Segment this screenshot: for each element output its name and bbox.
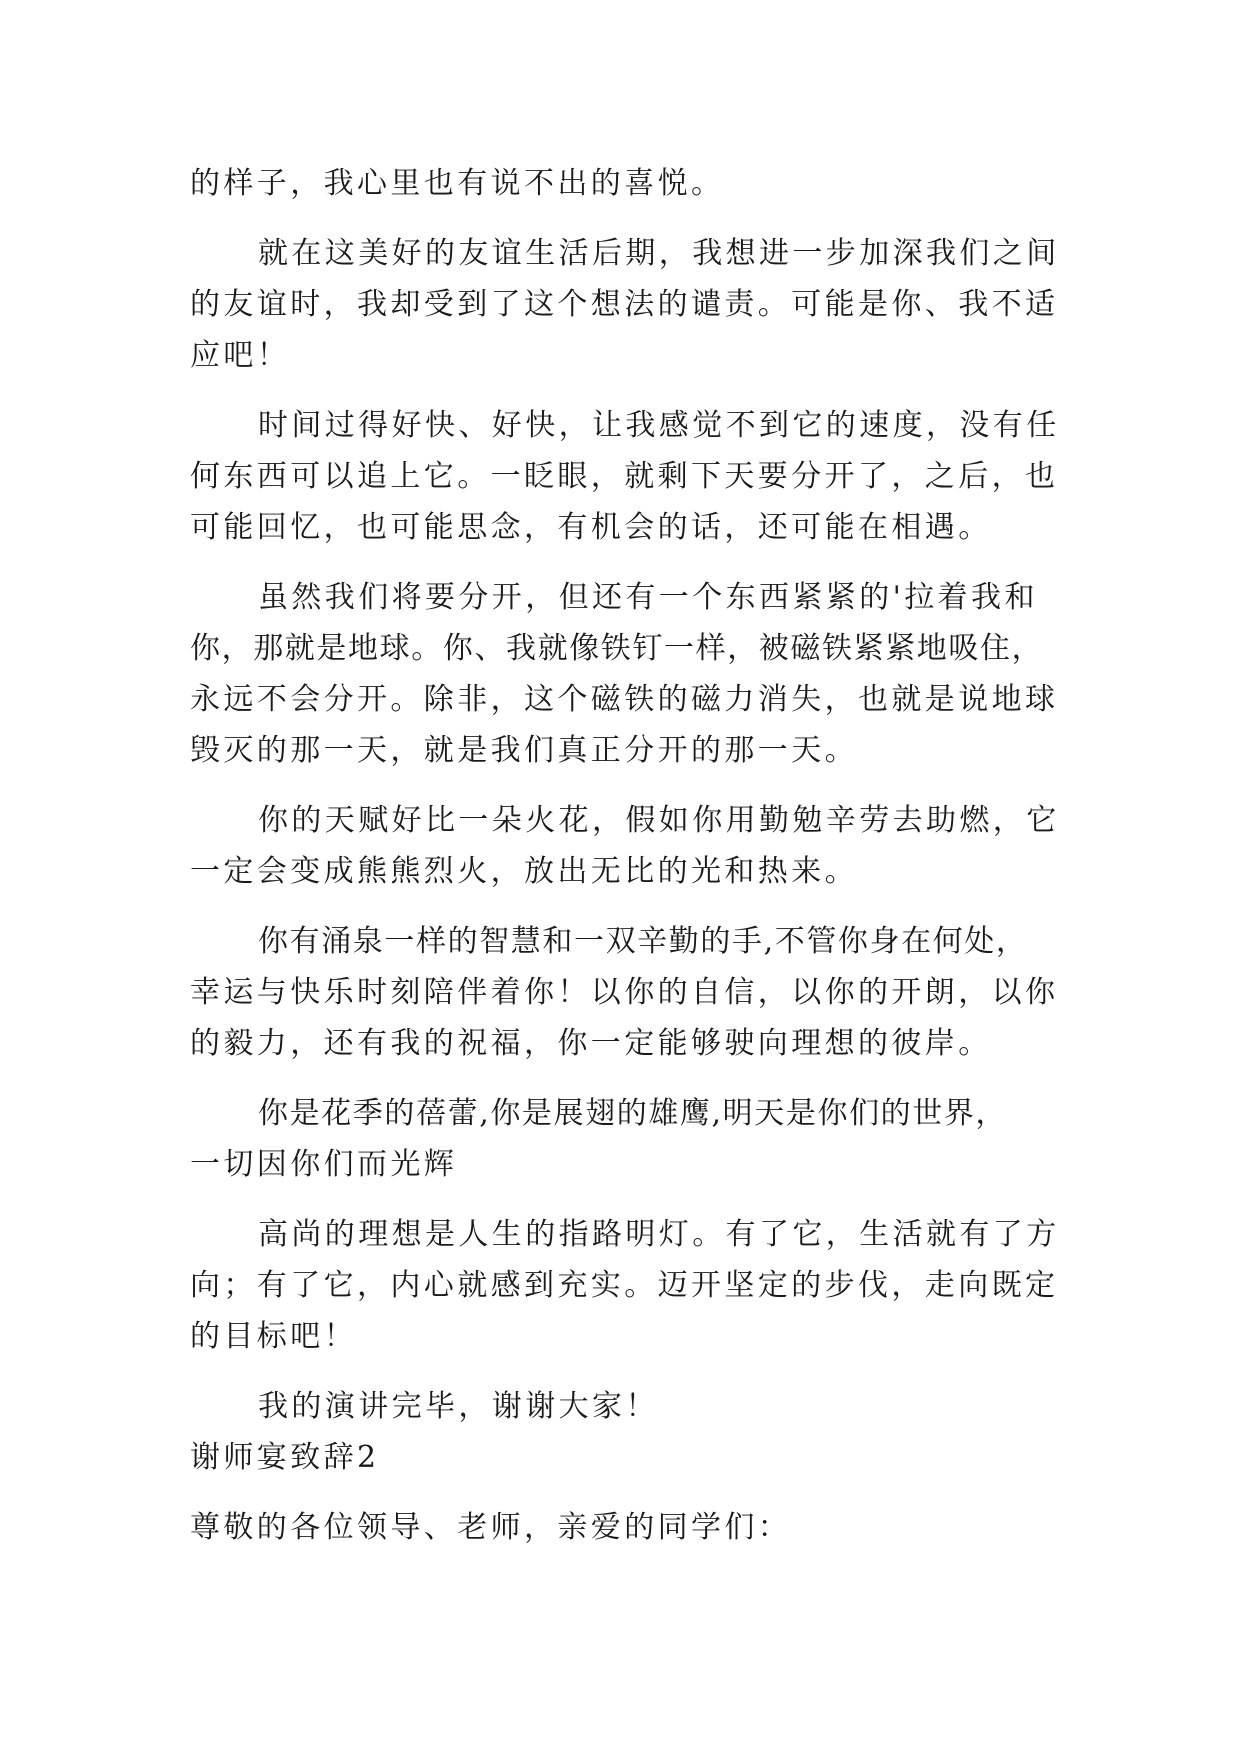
paragraph-start-line: 我的演讲完毕，谢谢大家！: [258, 1389, 659, 1424]
text-line: 你，那就是地球。你、我就像铁钉一样，被磁铁紧紧地吸住，: [190, 631, 1044, 666]
text-line: 的友谊时，我却受到了这个想法的谴责。可能是你、我不适: [190, 287, 1059, 322]
salutation-line: 尊敬的各位领导、老师，亲爱的同学们：: [190, 1510, 792, 1545]
paragraph-start-line: 虽然我们将要分开，但还有一个东西紧紧的'拉着我和: [258, 580, 1038, 615]
paragraph-start-line: 时间过得好快、好快，让我感觉不到它的速度，没有任: [258, 408, 1060, 443]
text-line: 毁灭的那一天，就是我们真正分开的那一天。: [190, 733, 858, 768]
text-line: 向；有了它，内心就感到充实。迈开坚定的步伐，走向既定: [190, 1268, 1059, 1303]
text-line: 何东西可以追上它。一眨眼，就剩下天要分开了，之后，也: [190, 459, 1059, 494]
text-line: 的目标吧！: [190, 1319, 357, 1354]
paragraph-start-line: 你是花季的蓓蕾,你是展翅的雄鹰,明天是你们的世界，: [258, 1096, 1008, 1131]
text-line: 一切因你们而光辉: [190, 1147, 458, 1182]
text-line: 幸运与快乐时刻陪伴着你！以你的自信，以你的开朗，以你: [190, 975, 1059, 1010]
text-line: 一定会变成熊熊烈火，放出无比的光和热来。: [190, 854, 858, 889]
text-line: 的样子，我心里也有说不出的喜悦。: [190, 166, 725, 201]
paragraph-start-line: 你有涌泉一样的智慧和一双辛勤的手,不管你身在何处，: [258, 924, 1028, 959]
text-line: 应吧！: [190, 338, 291, 373]
section-heading: 谢师宴致辞2: [190, 1440, 380, 1475]
paragraph-start-line: 你的天赋好比一朵火花，假如你用勤勉辛劳去助燃，它: [258, 803, 1060, 838]
text-line: 永远不会分开。除非，这个磁铁的磁力消失，也就是说地球: [190, 682, 1059, 717]
text-line: 的毅力，还有我的祝福，你一定能够驶向理想的彼岸。: [190, 1026, 992, 1061]
text-line: 可能回忆，也可能思念，有机会的话，还可能在相遇。: [190, 510, 992, 545]
paragraph-start-line: 高尚的理想是人生的指路明灯。有了它，生活就有了方: [258, 1217, 1060, 1252]
paragraph-start-line: 就在这美好的友谊生活后期，我想进一步加深我们之间: [258, 236, 1060, 271]
